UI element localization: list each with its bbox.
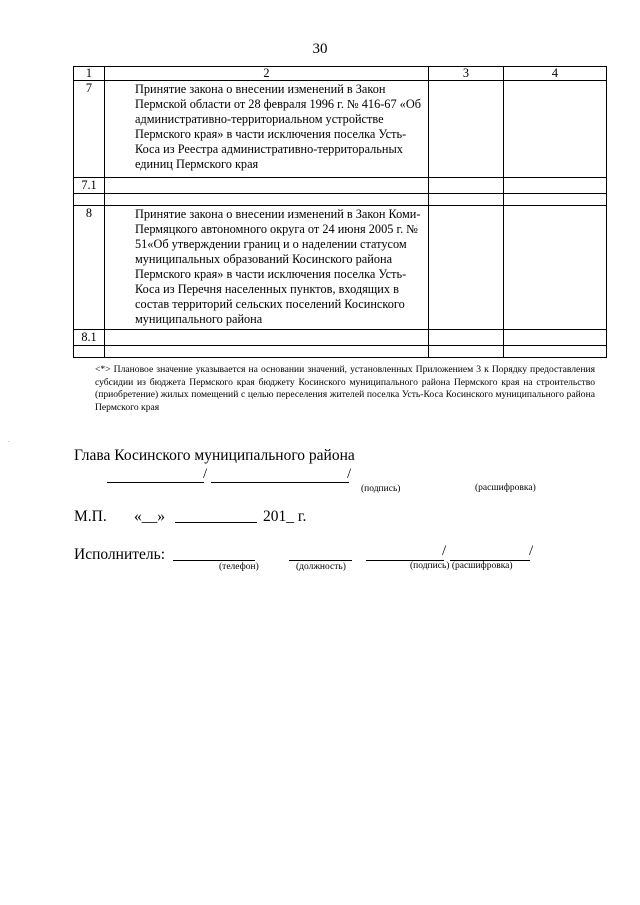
- caption-phone: (телефон): [219, 562, 259, 572]
- table-spacer-row: [74, 346, 607, 358]
- table-row: [74, 206, 607, 330]
- footnote-text: <*> Плановое значение указывается на основании значений, установленных Приложением 3 к Порядку предоставления субсидии из бюджета Пермского края бюджету Косинского муниципального района Пермского края на строительство (приобретение) жилых помещений с целью переселения жителей поселка Усть-Коса Косинского муниципального района Пермского края: [95, 364, 595, 413]
- header-col-1: 1: [74, 67, 105, 81]
- caption-position: (должность): [296, 562, 346, 572]
- position-line: [289, 560, 352, 561]
- row-number: 8: [74, 206, 105, 330]
- row-number: 7: [74, 81, 105, 178]
- row-text: Принятие закона о внесении изменений в Закон Пермской области от 28 февраля 1996 г. № 416-67 «Об административно-территориальном устройстве Пермского края» в части исключения поселка Усть-Коса из Реестра административно-территоральных единиц Пермского края: [105, 81, 429, 178]
- row-number: 8.1: [74, 330, 105, 346]
- date-day: «__»: [134, 508, 165, 525]
- row-cell-4: [504, 206, 607, 330]
- caption-decoding: (расшифровка): [475, 483, 536, 493]
- row-text: [105, 178, 429, 194]
- decoding-line: [211, 482, 349, 483]
- row-cell-3: [429, 81, 504, 178]
- row-cell-4: [504, 81, 607, 178]
- row-text: [105, 330, 429, 346]
- header-col-3: 3: [429, 67, 504, 81]
- phone-line: [173, 560, 255, 561]
- row-cell-4: [504, 330, 607, 346]
- slash: /: [347, 466, 352, 482]
- indicators-table: [73, 66, 607, 358]
- row-cell-3: [429, 178, 504, 194]
- footnote: [95, 364, 595, 414]
- date-month-line: [175, 522, 257, 523]
- row-cell-4: [504, 178, 607, 194]
- caption-sign-decode: (подпись) (расшифровка): [410, 561, 513, 571]
- date-year: 201_ г.: [263, 508, 307, 525]
- slash: /: [442, 543, 447, 559]
- table-spacer-row: [74, 194, 607, 206]
- page-number: 30: [312, 41, 328, 57]
- slash: /: [203, 466, 208, 482]
- margin-mark: .: [8, 435, 10, 444]
- head-title: Глава Косинского муниципального района: [74, 447, 355, 464]
- row-cell-3: [429, 330, 504, 346]
- signature-line: [107, 482, 204, 483]
- table-row: [74, 178, 607, 194]
- row-text: Принятие закона о внесении изменений в Закон Коми-Пермяцкого автономного округа от 24 июня 2005 г. № 51«Об утверждении границ и о наделении статусом муниципальных образований Косинского района Пермского края» в части исключения поселка Усть-Коса из Перечня населенных пунктов, входящих в состав территорий сельских поселений Косинского муниципального района: [105, 206, 429, 330]
- executor-label: Исполнитель:: [74, 546, 166, 563]
- caption-signature: (подпись): [361, 484, 401, 494]
- header-col-2: 2: [105, 67, 429, 81]
- table-row: [74, 330, 607, 346]
- slash: /: [529, 543, 534, 559]
- header-col-4: 4: [504, 67, 607, 81]
- table-row: [74, 81, 607, 178]
- table-header-row: [74, 67, 607, 81]
- row-number: 7.1: [74, 178, 105, 194]
- stamp-label: М.П.: [74, 508, 107, 525]
- row-cell-3: [429, 206, 504, 330]
